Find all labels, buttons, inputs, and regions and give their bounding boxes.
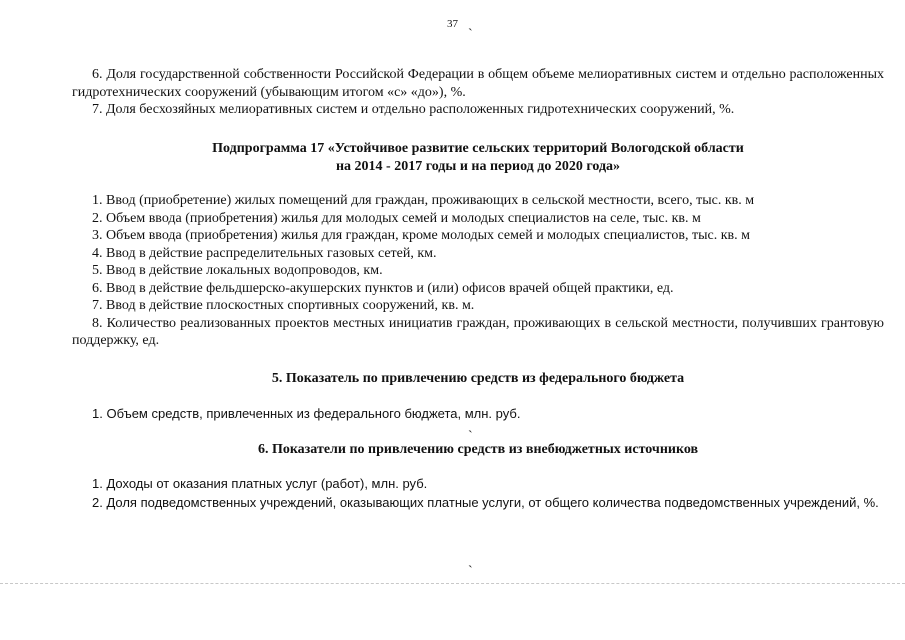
scan-mark: ` xyxy=(468,27,473,42)
list-item: 6. Доля государственной собственности Российской Федерации в общем объеме мелиоративных систем и отдельно расположенных гидротехнических сооружений (убывающим итогом «с» «до»), %. xyxy=(72,67,884,100)
list-item: 7. Доля бесхозяйных мелиоративных систем и отдельно расположенных гидротехнических сооружений, %. xyxy=(92,102,735,117)
list-item: 4. Ввод в действие распределительных газовых сетей, км. xyxy=(92,245,437,261)
subprogram-title xyxy=(72,140,884,175)
list-item: 6. Ввод в действие фельдшерско-акушерских пунктов и (или) офисов врачей общей практики, ед. xyxy=(92,280,674,296)
section6-list xyxy=(72,474,884,512)
section5-title: 5. Показатель по привлечению средств из федерального бюджета xyxy=(271,371,685,386)
subprogram-title-line1: Подпрограмма 17 «Устойчивое развитие сельских территорий Вологодской области xyxy=(212,141,744,156)
list-item: 1. Объем средств, привлеченных из федерального бюджета, млн. руб. xyxy=(92,406,521,421)
subprogram-list xyxy=(72,192,884,350)
list-item: 3. Объем ввода (приобретения) жилья для граждан, кроме молодых семей и молодых специалистов, тыс. кв. м xyxy=(92,228,750,243)
list-item: 5. Ввод в действие локальных водопроводов, км. xyxy=(92,263,383,278)
list-item: 2. Доля подведомственных учреждений, оказывающих платные услуги, от общего количества подведомственных учреждений, %. xyxy=(92,495,879,510)
page-divider xyxy=(0,583,905,584)
scan-mark: ` xyxy=(468,564,473,579)
scan-mark: ` xyxy=(468,429,473,444)
subprogram-title-line2: на 2014 - 2017 годы и на период до 2020 года» xyxy=(335,158,621,174)
page-number: 37 xyxy=(447,18,458,30)
list-item: 1. Доходы от оказания платных услуг (работ), млн. руб. xyxy=(92,476,428,491)
top-list xyxy=(72,66,884,119)
section6-title: 6. Показатели по привлечению средств из внебюджетных источников xyxy=(257,442,699,457)
list-item: 8. Количество реализованных проектов местных инициатив граждан, проживающих в сельской местности, получивших грантовую поддержку, ед. xyxy=(72,315,884,348)
list-item: 1. Ввод (приобретение) жилых помещений для граждан, проживающих в сельской местности, всего, тыс. кв. м xyxy=(92,193,755,208)
list-item: 7. Ввод в действие плоскостных спортивных сооружений, кв. м. xyxy=(92,298,475,313)
list-item: 2. Объем ввода (приобретения) жилья для молодых семей и молодых специалистов на селе, тыс. кв. м xyxy=(92,210,701,226)
section5-list xyxy=(72,404,884,423)
